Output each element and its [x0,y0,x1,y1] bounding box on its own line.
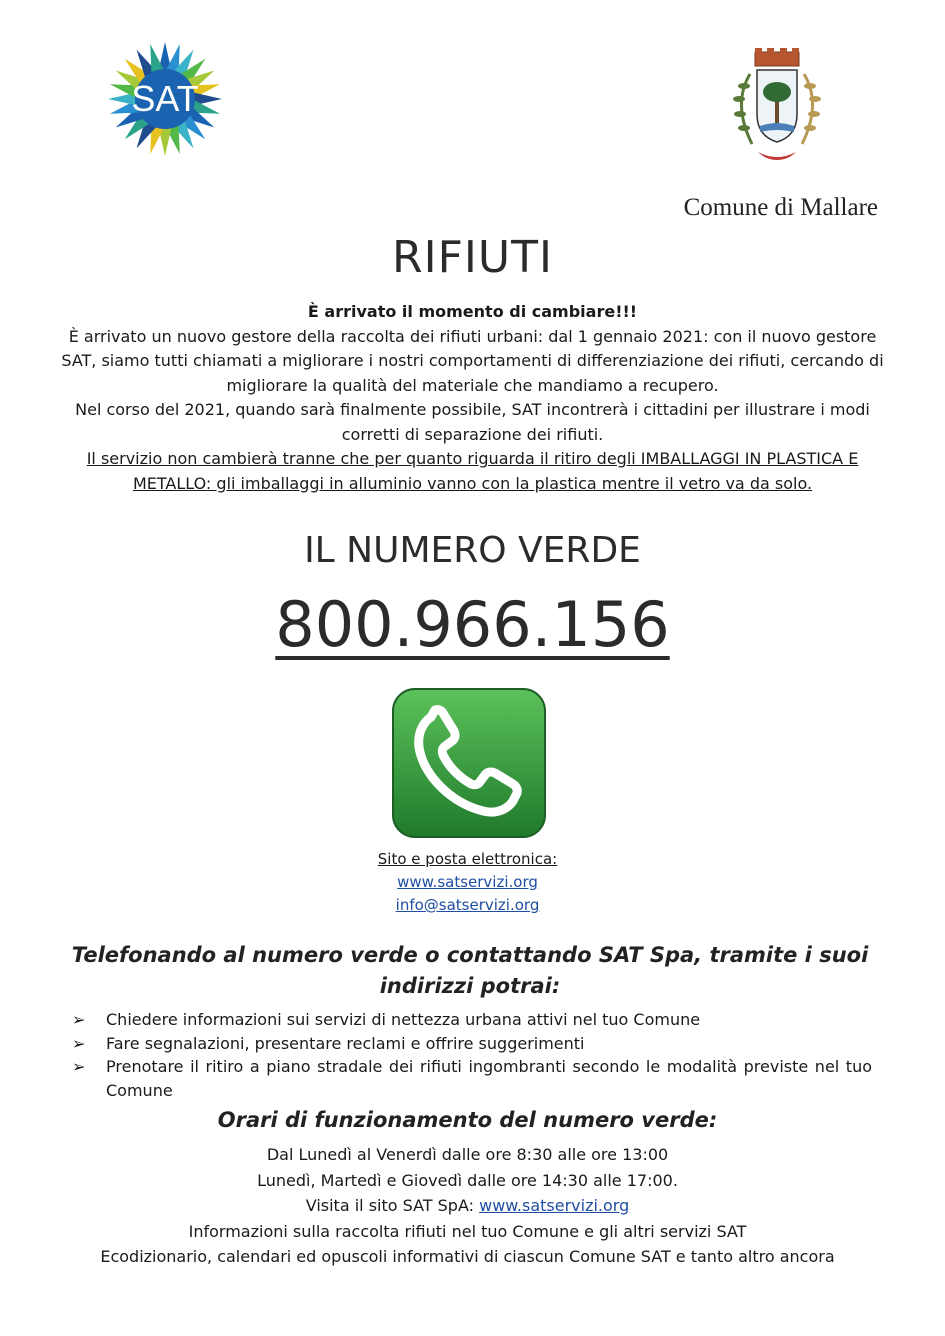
phone-number [0,588,945,661]
hours-block [0,1142,935,1270]
phone-icon [391,687,547,839]
list-item: ➢ Fare segnalazioni, presentare reclami e offrire suggerimenti [72,1032,872,1056]
website-link[interactable]: www.satservizi.org [397,873,538,891]
intro-paragraph-2: Nel corso del 2021, quando sarà finalmente possibile, SAT incontrerà i cittadini per illustrare i modi corretti di separazione dei rifiuti. [75,400,870,444]
page-title: RIFIUTI [392,232,553,283]
sat-logo [104,40,226,158]
contacts-label: Sito e posta elettronica: [377,850,558,868]
call-section-heading: Telefonando al numero verde o contattando SAT Spa, tramite i suoi indirizzi potrai: [71,943,869,998]
visit-site-link[interactable]: www.satservizi.org [479,1196,630,1215]
list-item: ➢ Prenotare il ritiro a piano stradale dei rifiuti ingombranti secondo le modalità previste nel tuo Comune [72,1057,872,1100]
numero-verde-heading: IL NUMERO VERDE [304,530,641,571]
visit-site-line: Visita il sito SAT SpA: www.satservizi.org [305,1196,630,1215]
hours-line-afternoons: Lunedì, Martedì e Giovedì dalle ore 14:30 alle 17:00. [257,1170,678,1190]
intro-text [60,300,885,496]
info-line: Informazioni sulla raccolta rifiuti nel tuo Comune e gli altri servizi SAT [188,1221,747,1241]
list-item: ➢ Chiedere informazioni sui servizi di nettezza urbana attivi nel tuo Comune [72,1008,872,1032]
arrow-bullet-icon: ➢ [72,1010,86,1029]
hours-line-weekdays: Dal Lunedì al Venerdì dalle ore 8:30 alle ore 13:00 [266,1145,669,1164]
action-list [72,1008,872,1102]
phone-number-text: 800.966.156 [275,588,670,661]
hours-heading: Orari di funzionamento del numero verde: [217,1108,718,1132]
intro-paragraph-1: È arrivato un nuovo gestore della raccolta dei rifiuti urbani: dal 1 gennaio 2021: con il nuovo gestore SAT, siamo tutti chiamati a migliorare i nostri comportamenti di differenziazione dei rifiuti, cercando di migliorare la qualità del materiale che mandiamo a recupero. [61,326,884,395]
comune-crest [722,44,832,168]
arrow-bullet-icon: ➢ [72,1057,86,1076]
email-link[interactable]: info@satservizi.org [395,896,540,914]
intro-paragraph-3: Il servizio non cambierà tranne che per quanto riguarda il ritiro degli IMBALLAGGI IN PLASTICA E METALLO: gli imballaggi in alluminio vanno con la plastica mentre il vetro va da solo. [86,449,859,493]
intro-headline: È arrivato il momento di cambiare!!! [307,302,638,321]
ecodizionario-line: Ecodizionario, calendari ed opuscoli informativi di ciascun Comune SAT e tanto altro ancora [100,1247,835,1266]
contacts-block [0,848,935,917]
arrow-bullet-icon: ➢ [72,1033,86,1053]
sat-logo-text: SAT [131,78,199,119]
comune-name: Comune di Mallare [683,194,878,221]
